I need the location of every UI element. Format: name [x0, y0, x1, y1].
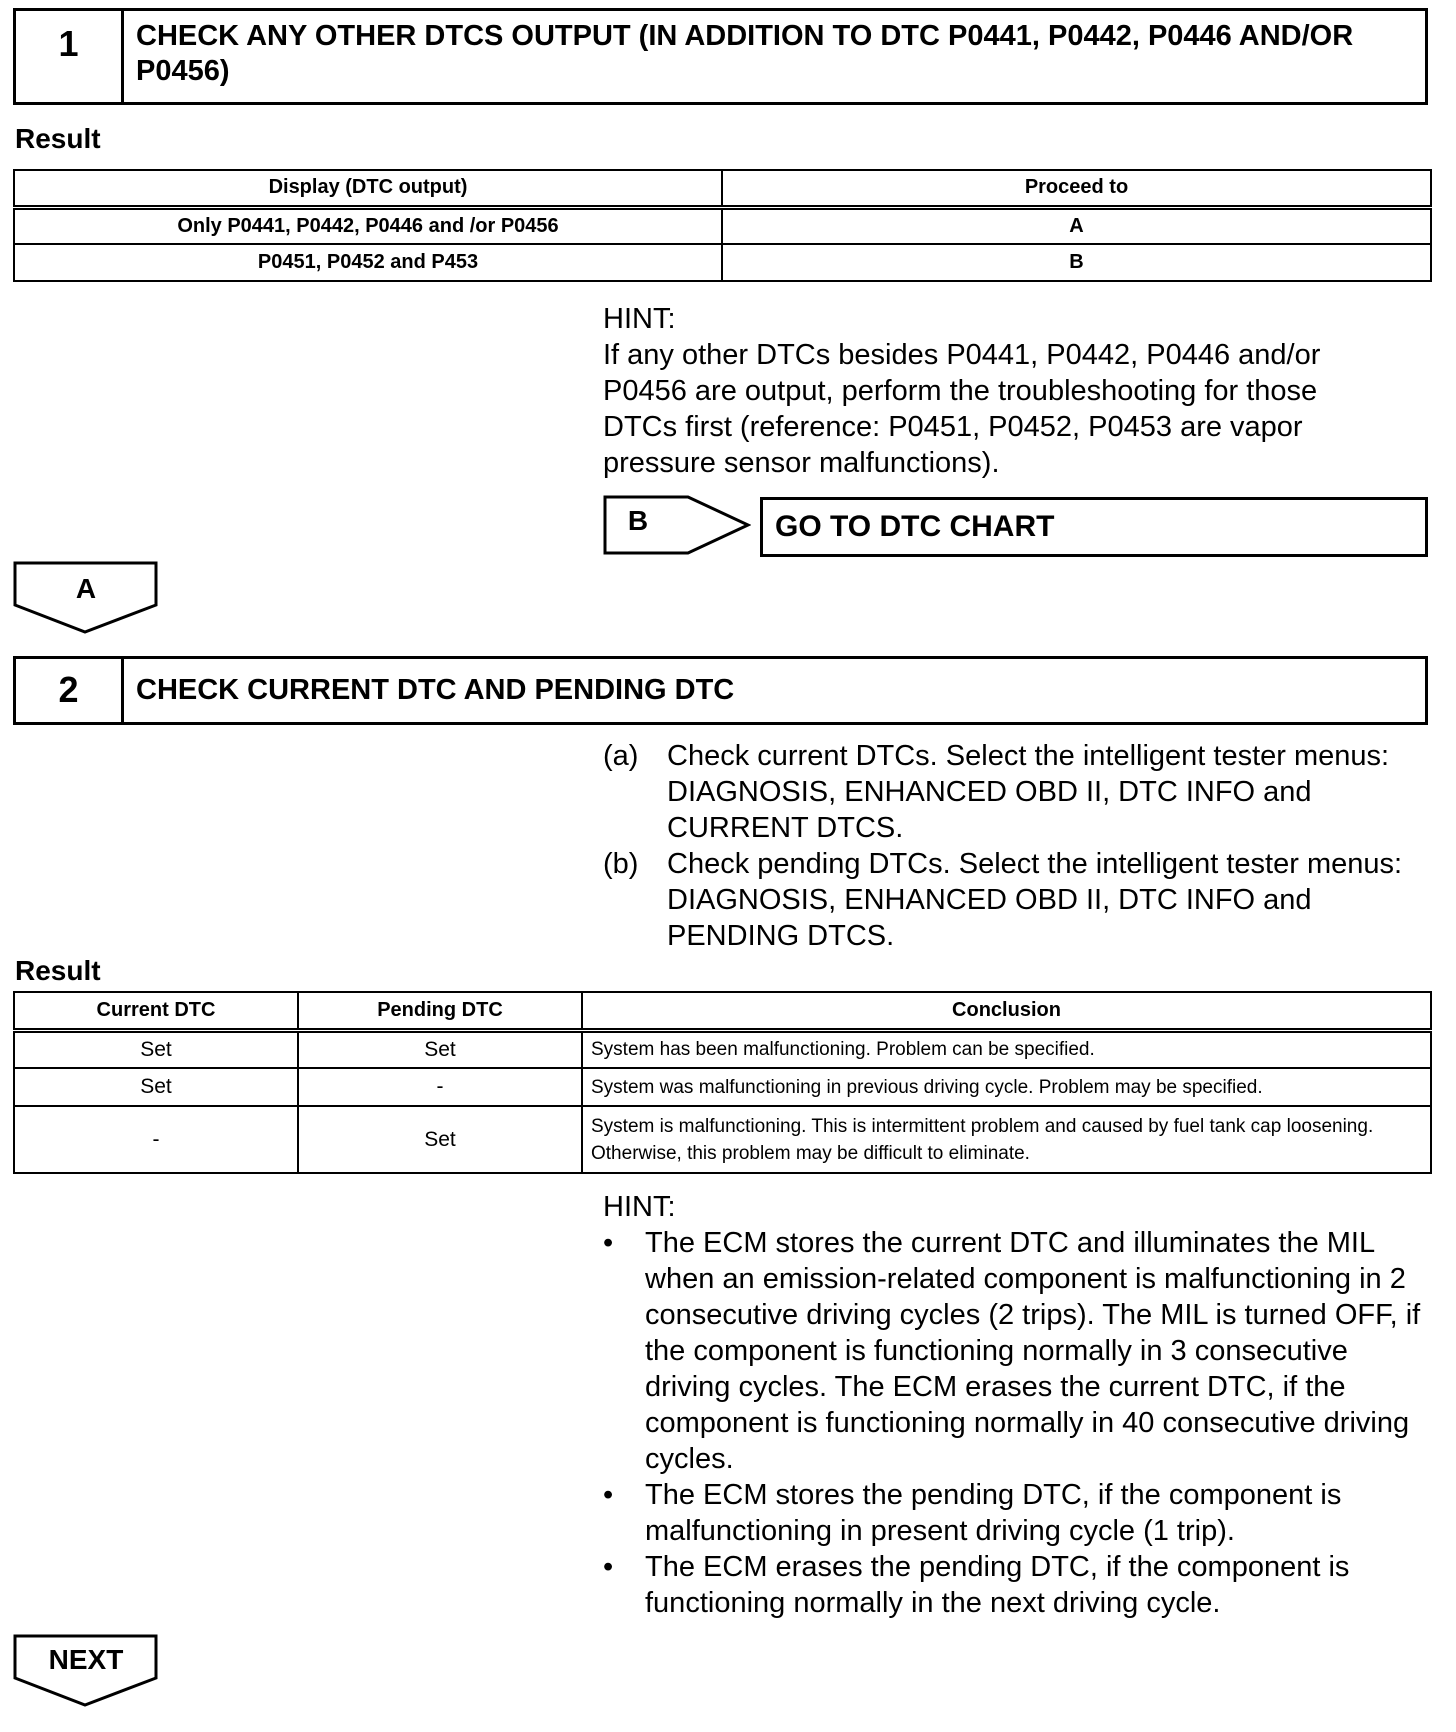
hint-1-text: If any other DTCs besides P0441, P0442, P0446 and/or P0456 are output, perform the troubleshooting for those DTCs first (reference: P0451, P0452, P0453 are vapor pressure sensor malfunctions).	[603, 339, 1321, 479]
step-2-title: CHECK CURRENT DTC AND PENDING DTC	[136, 674, 735, 706]
branch-b-arrow[interactable]	[603, 495, 751, 555]
cell-current: -	[14, 1106, 298, 1173]
step-2-instructions	[603, 738, 1428, 954]
table-row	[14, 1030, 1431, 1068]
bullet: •	[603, 1479, 614, 1511]
hint-1-label: HINT:	[603, 303, 676, 335]
cell-conclusion: System has been malfunctioning. Problem can be specified.	[582, 1030, 1431, 1068]
hint-2-item	[603, 1549, 1423, 1621]
result-2-table	[13, 991, 1432, 1174]
instruction-text: Check current DTCs. Select the intelligent tester menus: DIAGNOSIS, ENHANCED OBD II, DTC INFO and CURRENT DTCS.	[667, 740, 1390, 844]
cell-pending: Set	[298, 1106, 582, 1173]
column-header-current: Current DTC	[14, 992, 298, 1030]
instruction-marker: (a)	[603, 740, 639, 772]
branch-a-label: A	[75, 573, 97, 604]
step-1-title: CHECK ANY OTHER DTCS OUTPUT (IN ADDITION TO DTC P0441, P0442, P0446 AND/OR P0456)	[136, 20, 1354, 87]
next-arrow[interactable]	[13, 1634, 159, 1708]
step-1-number: 1	[16, 11, 124, 102]
table-row	[14, 207, 1431, 244]
result-1-label: Result	[15, 123, 101, 154]
go-to-dtc-chart-box[interactable]: GO TO DTC CHART	[760, 497, 1428, 557]
table-row	[14, 1068, 1431, 1106]
bullet: •	[603, 1227, 614, 1259]
cell-proceed: B	[722, 244, 1431, 281]
hint-2-label: HINT:	[603, 1191, 676, 1223]
hint-2-item	[603, 1477, 1423, 1549]
cell-display: P0451, P0452 and P453	[14, 244, 722, 281]
bullet: •	[603, 1551, 614, 1583]
cell-conclusion: System was malfunctioning in previous driving cycle. Problem may be specified.	[582, 1068, 1431, 1106]
table-row	[14, 244, 1431, 281]
hint-1	[603, 301, 1363, 481]
result-1-table	[13, 169, 1432, 282]
column-header-conclusion: Conclusion	[582, 992, 1431, 1030]
cell-proceed: A	[722, 207, 1431, 244]
table-header-row	[14, 170, 1431, 207]
column-header-display: Display (DTC output)	[14, 170, 722, 207]
step-1-header	[13, 8, 1428, 105]
cell-conclusion: System is malfunctioning. This is intermittent problem and caused by fuel tank cap loosening. Otherwise, this problem may be difficult to eliminate.	[582, 1106, 1431, 1173]
branch-a-arrow[interactable]	[13, 561, 159, 635]
cell-pending: -	[298, 1068, 582, 1106]
hint-2-item-text: The ECM stores the pending DTC, if the component is malfunctioning in present driving cycle (1 trip).	[645, 1479, 1342, 1547]
step-2-header	[13, 656, 1428, 725]
hint-2-item-text: The ECM stores the current DTC and illuminates the MIL when an emission-related component is malfunctioning in 2 consecutive driving cycles (2 trips). The MIL is turned OFF, if the component is functioning normally in 3 consecutive driving cycles. The ECM erases the current DTC, if the component is functioning normally in 40 consecutive driving cycles.	[645, 1227, 1421, 1475]
result-2-label: Result	[15, 955, 101, 986]
table-row	[14, 1106, 1431, 1173]
instruction-marker: (b)	[603, 848, 639, 880]
column-header-pending: Pending DTC	[298, 992, 582, 1030]
cell-display: Only P0441, P0442, P0446 and /or P0456	[14, 207, 722, 244]
hint-2-item	[603, 1225, 1423, 1477]
cell-current: Set	[14, 1030, 298, 1068]
step-2-number: 2	[16, 659, 124, 722]
instruction-text: Check pending DTCs. Select the intelligent tester menus: DIAGNOSIS, ENHANCED OBD II, DTC INFO and PENDING DTCS.	[667, 848, 1403, 952]
next-label: NEXT	[48, 1644, 124, 1675]
branch-b-label: B	[627, 505, 649, 536]
cell-pending: Set	[298, 1030, 582, 1068]
hint-2-item-text: The ECM erases the pending DTC, if the component is functioning normally in the next driving cycle.	[645, 1551, 1350, 1619]
table-header-row	[14, 992, 1431, 1030]
column-header-proceed: Proceed to	[722, 170, 1431, 207]
cell-current: Set	[14, 1068, 298, 1106]
instruction-item	[603, 846, 1428, 954]
instruction-item	[603, 738, 1428, 846]
hint-2	[603, 1189, 1423, 1621]
